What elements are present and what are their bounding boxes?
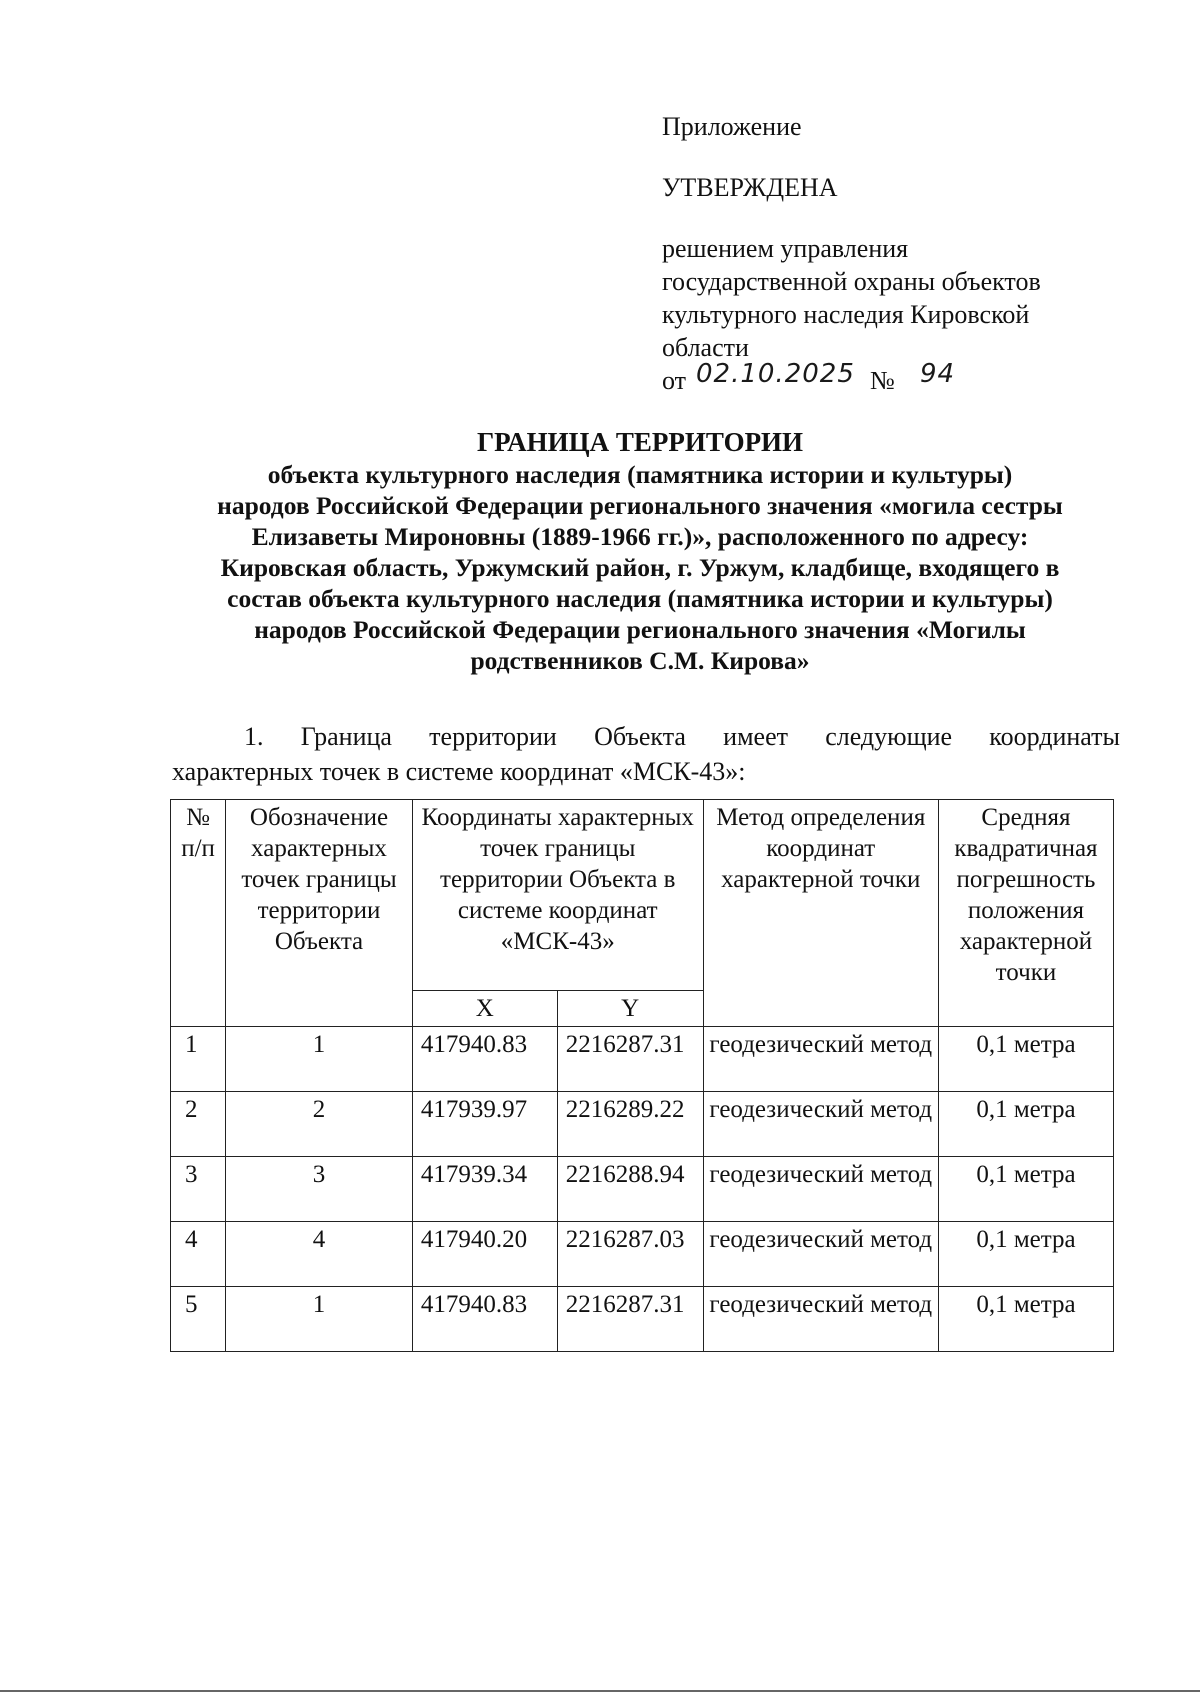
title-line-1: объекта культурного наследия (памятника истории и культуры) <box>267 460 1013 489</box>
row-x: 417939.97 <box>412 1092 557 1157</box>
handwritten-number: 94 <box>920 359 956 389</box>
row-num: 3 <box>171 1157 226 1222</box>
number-sign: № <box>870 366 895 395</box>
row-point: 3 <box>226 1157 413 1222</box>
decision-line-1: решением управления <box>662 234 909 263</box>
title-main: ГРАНИЦА ТЕРРИТОРИИ <box>476 427 804 457</box>
row-x: 417939.34 <box>412 1157 557 1222</box>
coordinates-table <box>170 799 1114 1352</box>
header-num: № п/п <box>171 800 226 1027</box>
table-row <box>171 1027 1114 1092</box>
decision-line-4: области <box>662 333 749 362</box>
row-error: 0,1 метра <box>938 1287 1113 1352</box>
from-label: от <box>662 366 687 395</box>
row-method: геодезический метод <box>703 1157 938 1222</box>
paragraph-number: 1. <box>244 722 264 751</box>
row-point: 2 <box>226 1092 413 1157</box>
row-y: 2216287.31 <box>557 1287 703 1352</box>
row-x: 417940.83 <box>412 1027 557 1092</box>
table-row <box>171 1157 1114 1222</box>
row-error: 0,1 метра <box>938 1222 1113 1287</box>
row-point: 1 <box>226 1287 413 1352</box>
decision-line-3: культурного наследия Кировской <box>662 300 1030 329</box>
row-num: 2 <box>171 1092 226 1157</box>
table-row <box>171 1222 1114 1287</box>
table-row <box>171 1092 1114 1157</box>
title-line-3: Елизаветы Мироновны (1889-1966 гг.)», расположенного по адресу: <box>251 522 1029 551</box>
header-method: Метод определения координат характерной точки <box>703 800 938 1027</box>
approval-block <box>662 110 1132 404</box>
header-coordinates: Координаты характерных точек границы территории Объекта в системе координат «МСК-43» <box>412 800 703 991</box>
row-y: 2216289.22 <box>557 1092 703 1157</box>
header-x: X <box>412 991 557 1027</box>
row-y: 2216288.94 <box>557 1157 703 1222</box>
row-error: 0,1 метра <box>938 1027 1113 1092</box>
row-error: 0,1 метра <box>938 1092 1113 1157</box>
date-number-row <box>662 359 1132 404</box>
row-x: 417940.20 <box>412 1222 557 1287</box>
row-method: геодезический метод <box>703 1092 938 1157</box>
row-num: 1 <box>171 1027 226 1092</box>
header-error: Средняя квадратичная погрешность положения характерной точки <box>938 800 1113 1027</box>
paragraph-line-1 <box>172 720 1120 753</box>
row-y: 2216287.31 <box>557 1027 703 1092</box>
approved-label: УТВЕРЖДЕНА <box>662 173 838 202</box>
row-method: геодезический метод <box>703 1287 938 1352</box>
title-line-2: народов Российской Федерации регионального значения «могила сестры <box>217 491 1063 520</box>
paragraph-line-2: характерных точек в системе координат «МСК-43»: <box>172 757 746 786</box>
table-row <box>171 1287 1114 1352</box>
row-error: 0,1 метра <box>938 1157 1113 1222</box>
decision-line-2: государственной охраны объектов <box>662 267 1041 296</box>
row-x: 417940.83 <box>412 1287 557 1352</box>
scan-edge-line <box>0 1690 1200 1692</box>
header-y: Y <box>557 991 703 1027</box>
table-header-row <box>171 800 1114 991</box>
appendix-label: Приложение <box>662 112 802 141</box>
title-line-4: Кировская область, Уржумский район, г. Уржум, кладбище, входящего в <box>220 553 1060 582</box>
paragraph-text-1: Граница территории Объекта имеет следующие координаты <box>300 722 1120 751</box>
title-line-6: народов Российской Федерации регионального значения «Могилы <box>254 615 1026 644</box>
row-y: 2216287.03 <box>557 1222 703 1287</box>
row-point: 1 <box>226 1027 413 1092</box>
row-method: геодезический метод <box>703 1222 938 1287</box>
title-line-7: родственников С.М. Кирова» <box>470 646 810 675</box>
document-title <box>160 425 1120 676</box>
row-method: геодезический метод <box>703 1027 938 1092</box>
title-line-5: состав объекта культурного наследия (памятника истории и культуры) <box>227 584 1053 613</box>
handwritten-date: 02.10.2025 <box>696 359 855 389</box>
row-num: 5 <box>171 1287 226 1352</box>
header-designation: Обозначение характерных точек границы территории Объекта <box>226 800 413 1027</box>
row-point: 4 <box>226 1222 413 1287</box>
row-num: 4 <box>171 1222 226 1287</box>
